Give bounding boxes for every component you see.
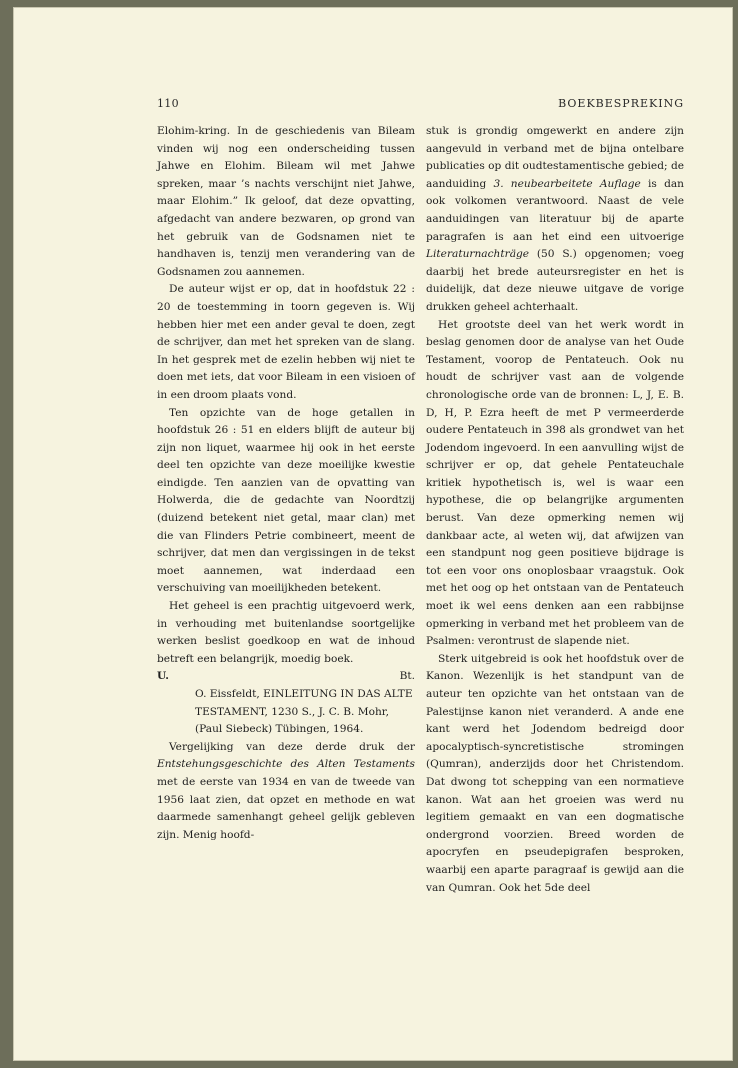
paragraph (157, 739, 415, 845)
text-run: (50 S.) opgenomen; voeg daarbij het brede auteursregister en het is duidelijk, dat deze nieuwe uitgave de vorige drukken geheel achterhaalt. (426, 248, 684, 313)
page-number: 110 (157, 97, 179, 110)
paragraph: Sterk uitgebreid is ook het hoofdstuk over de Kanon. Wezenlijk is het standpunt van de auteur ten opzichte van het ontstaan van de Palestijnse kanon niet veranderd. A ande ene kant werd het Jodendom bedreigd door apocalyptisch-syncretistische stromingen (Qumran), anderzijds door het Christendom. Dat dwong tot schepping van een normatieve kanon. Wat aan het groeien was werd nu legitiem gemaakt en van een dogmatische ondergrond voorzien. Breed worden de apocryfen en pseudepigrafen besproken, waarbij een aparte paragraaf is gewijd aan die van Qumran. Ook het 5de deel (426, 652, 684, 894)
paragraph: Elohim-kring. In de geschiedenis van Bileam vinden wij nog een onderscheiding tussen Jahwe en Elohim. Bileam wil met Jahwe spreken, maar ’s nachts verschijnt niet Jahwe, maar Elohim.” Ik geloof, dat deze opvatting, afgedacht van andere bezwaren, op grond van het gebruik van de Godsnamen niet te handhaven is, tenzij men verandering van de Godsnamen zou aannemen. (157, 125, 415, 278)
paragraph (426, 123, 684, 317)
book-title-italic: Entstehungsgeschichte des Alten Testaments (157, 758, 415, 771)
page-header (157, 97, 684, 117)
book-page (14, 8, 732, 1060)
italic-phrase: Literaturnachträge (426, 248, 530, 261)
italic-phrase: 3. neubearbeitete Auflage (493, 177, 641, 190)
paragraph: Het grootste deel van het werk wordt in beslag genomen door de analyse van het Oude Testament, voorop de Pentateuch. Ook nu houdt de schrijver vast aan de volgende chronologische orde van de bronnen: L, J, E. B. D, H, P. Ezra heeft de met P vermeerderde oudere Pentateuch in 398 als grondwet van het Jodendom ingevoerd. In een aanvulling wijst de schrijver er op, dat gehele Pentateuchale kritiek hypothetisch is, wel is waar een hypothese, die op belangrijke argumenten berust. Van deze opmerking nemen wij dankbaar acte, al weten wij, dat afwijzen van een standpunt nog geen positieve bijdrage is tot een voor ons onoplosbaar vraagstuk. Ook met het oog op het ontstaan van de Pentateuch moet ik wel eens denken aan een rabbijnse opmerking in verband met het probleem van de Psalmen: verontrust de slapende niet. (426, 318, 684, 648)
text-run: met de eerste van 1934 en van de tweede van 1956 laat zien, dat opzet en methode en wat daarmede samenhangt geheel gelijk gebleven zijn. Menig hoofd- (157, 775, 415, 841)
left-column (157, 123, 415, 844)
paragraph: De auteur wijst er op, dat in hoofdstuk 22 : 20 de toestemming in toorn gegeven is. Wij hebben hier met een ander geval te doen, zegt de schrijver, dan met het spreken van de slang. In het gesprek met de ezelin hebben wij niet te doen met iets, dat voor Bileam in een visioen of in een droom plaats vond. (157, 283, 415, 401)
book-entry-heading: O. Eissfeldt, EINLEITUNG IN DAS ALTE TESTAMENT, 1230 S., J. C. B. Mohr, (Paul Siebeck) Tübingen, 1964. (195, 688, 413, 736)
paragraph: Het geheel is een prachtig uitgevoerd werk, in verhouding met buitenlandse soortgelijke werken beslist goedkoop en wat de inhoud betreft een belangrijk, moedig boek. (157, 600, 415, 665)
paragraph: Ten opzichte van de hoge getallen in hoofdstuk 26 : 51 en elders blijft de auteur bij zijn non liquet, waarmee hij ook in het eerste deel ten opzichte van deze moeilijke kwestie eindigde. Ten aanzien van de opvatting van Holwerda, die de gedachte van Noordtzij (duizend betekent niet getal, maar clan) met die van Flinders Petrie combineert, meent de schrijver, dat men dan vergissingen in de tekst moet aannemen, wat inderdaad een verschuiving van moeilijkheden betekent. (157, 406, 415, 595)
text-run: is dan ook volkomen verantwoord. Naast de vele aanduidingen van literatuur bij de aparte paragrafen is aan het eind een uitvoerige (426, 177, 685, 243)
right-column (426, 123, 684, 897)
signature-initial-left: U. (157, 670, 169, 683)
signature-initial-right: Bt. (399, 670, 415, 683)
text-run: stuk is grondig omgewerkt en andere zijn aangevuld in verband met de bijna ontelbare publicaties op dit oudtestamentische gebied; de aanduiding (426, 125, 684, 190)
running-title: BOEKBESPREKING (558, 97, 684, 110)
reviewer-signature (157, 668, 415, 686)
text-run: Vergelijking van deze derde druk der (169, 740, 415, 753)
